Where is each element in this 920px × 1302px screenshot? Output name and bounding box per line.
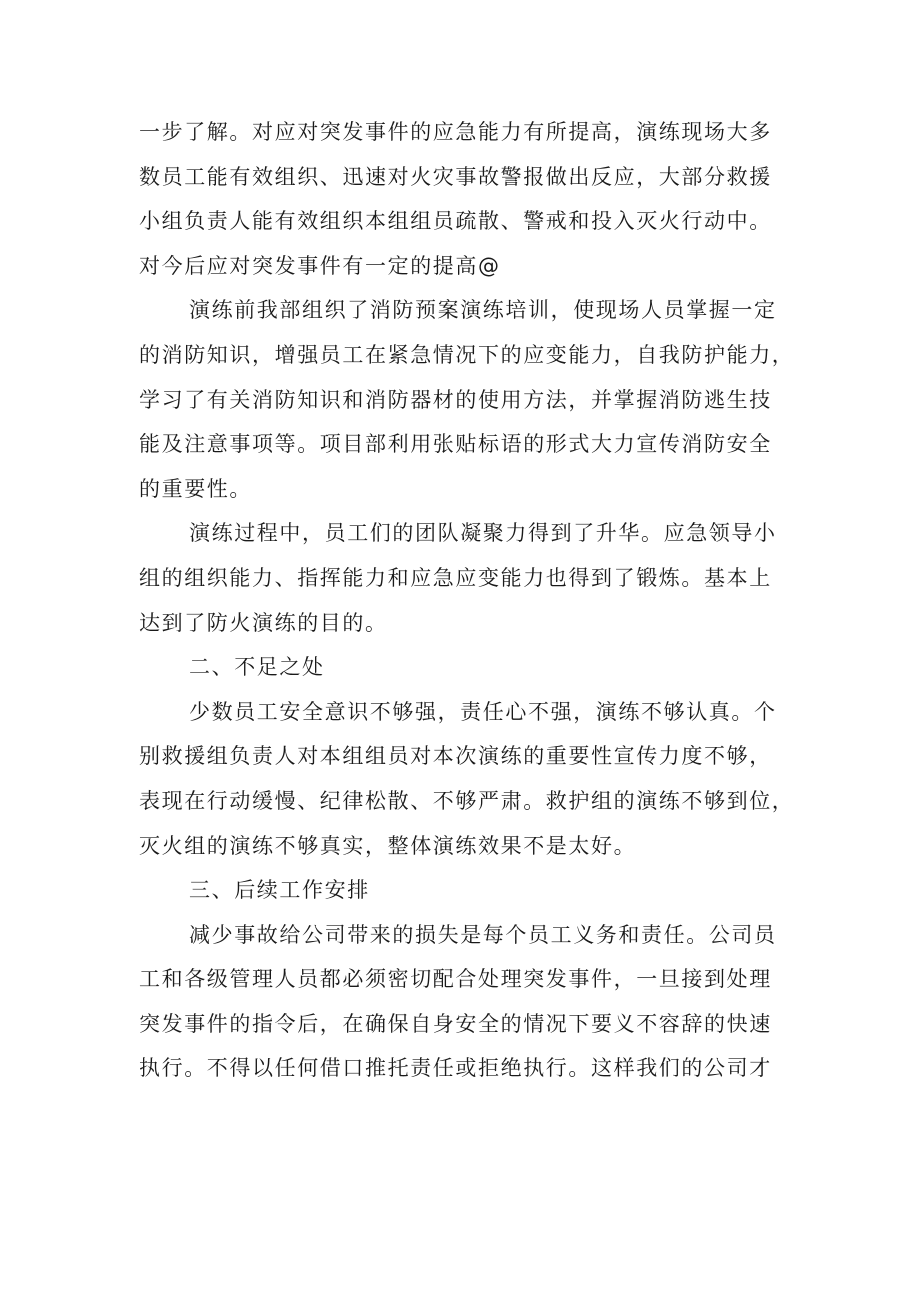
text-line: 的消防知识，增强员工在紧急情况下的应变能力，自我防护能力， (139, 342, 795, 367)
paragraph-first-line: 演练过程中，员工们的团队凝聚力得到了升华。应急领导小 (189, 521, 777, 546)
text-line: 对今后应对突发事件有一定的提高@ (139, 253, 501, 278)
text-line: 执行。不得以任何借口推托责任或拒绝执行。这样我们的公司才 (139, 1056, 772, 1081)
text-line: 灭火组的演练不够真实，整体演练效果不是太好。 (139, 833, 637, 858)
body-text (139, 110, 807, 1091)
text-line: 的重要性。 (139, 476, 252, 501)
text-line: 组的组织能力、指挥能力和应急应变能力也得到了锻炼。基本上 (139, 565, 772, 590)
section-heading-follow-up: 三、后续工作安排 (189, 878, 370, 903)
text-line: 达到了防火演练的目的。 (139, 610, 388, 635)
text-line: 数员工能有效组织、迅速对火灾事故警报做出反应，大部分救援 (139, 164, 772, 189)
text-line: 一步了解。对应对突发事件的应急能力有所提高，演练现场大多 (139, 120, 772, 144)
text-line: 突发事件的指令后，在确保自身安全的情况下要义不容辞的快速 (139, 1011, 772, 1036)
text-line: 学习了有关消防知识和消防器材的使用方法，并掌握消防逃生技 (139, 387, 772, 412)
text-line: 别救援组负责人对本组组员对本次演练的重要性宣传力度不够， (139, 744, 772, 769)
section-heading-shortcomings: 二、不足之处 (189, 655, 325, 680)
paragraph-first-line: 演练前我部组织了消防预案演练培训，使现场人员掌握一定 (189, 298, 777, 323)
text-line: 能及注意事项等。项目部利用张贴标语的形式大力宣传消防安全 (139, 432, 772, 457)
paragraph-first-line: 减少事故给公司带来的损失是每个员工义务和责任。公司员 (189, 922, 777, 947)
text-line: 表现在行动缓慢、纪律松散、不够严肃。救护组的演练不够到位， (139, 788, 795, 813)
paragraph-first-line: 少数员工安全意识不够强，责任心不强，演练不够认真。个 (189, 699, 777, 724)
text-line: 工和各级管理人员都必须密切配合处理突发事件，一旦接到处理 (139, 967, 772, 992)
text-line: 小组负责人能有效组织本组组员疏散、警戒和投入灭火行动中。 (139, 209, 772, 234)
